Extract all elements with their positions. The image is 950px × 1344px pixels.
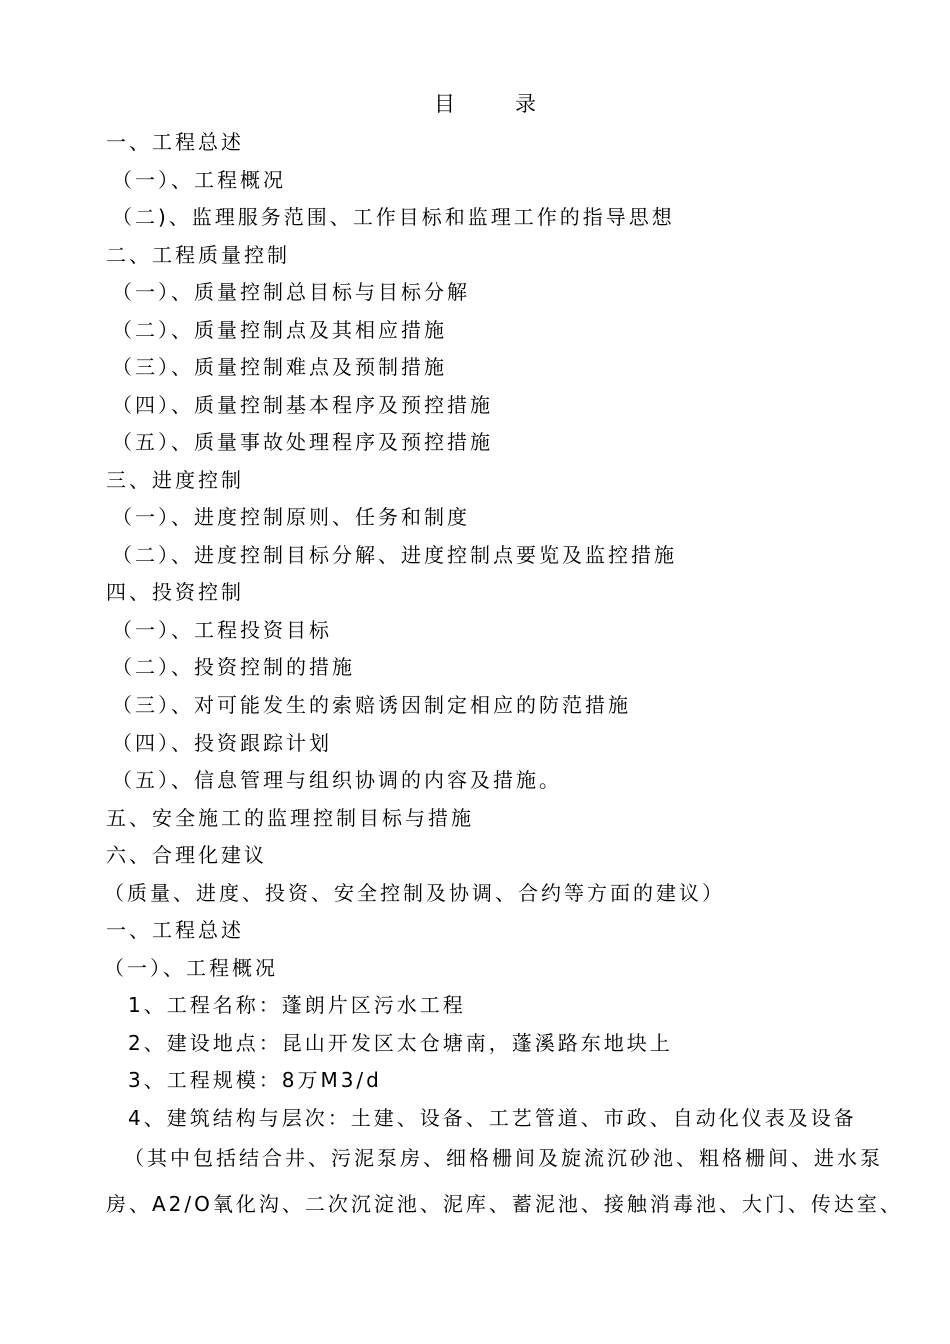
toc-entry: （一）、工程概况 — [112, 168, 286, 192]
title-char-right: 录 — [515, 92, 536, 116]
toc-entry: （质量、进度、投资、安全控制及协调、合约等方面的建议） — [104, 881, 725, 905]
toc-entry: （五）、信息管理与组织协调的内容及措施。 — [112, 768, 562, 792]
page-title — [0, 88, 950, 120]
title-char-left: 目 — [434, 92, 455, 116]
body-paragraph: 房、A2/O氧化沟、二次沉淀池、泥库、蓄泥池、接触消毒池、大门、传达室、 — [106, 1192, 903, 1216]
toc-entry: （二）、进度控制目标分解、进度控制点要览及监控措施 — [112, 543, 677, 567]
toc-entry: 四、投资控制 — [106, 580, 244, 604]
toc-entry: （二）、质量控制点及其相应措施 — [112, 318, 447, 342]
body-paragraph: 2、建设地点：昆山开发区太仓塘南，蓬溪路东地块上 — [128, 1031, 673, 1055]
toc-entry: 六、合理化建议 — [106, 843, 267, 867]
body-paragraph: 4、建筑结构与层次：土建、设备、工艺管道、市政、自动化仪表及设备 — [128, 1106, 857, 1130]
toc-entry: （四）、投资跟踪计划 — [112, 731, 332, 755]
toc-entry: （五）、质量事故处理程序及预控措施 — [112, 430, 493, 454]
toc-entry: （三）、质量控制难点及预制措施 — [112, 355, 447, 379]
toc-entry: （一）、工程投资目标 — [112, 618, 332, 642]
body-paragraph: （其中包括结合井、污泥泵房、细格栅间及旋流沉砂池、粗格栅间、进水泵 — [124, 1146, 883, 1170]
toc-entry: 一、工程总述 — [106, 130, 244, 154]
toc-entry: （一）、质量控制总目标与目标分解 — [112, 280, 470, 304]
toc-entry: （四）、质量控制基本程序及预控措施 — [112, 393, 493, 417]
toc-entry: （一）、进度控制原则、任务和制度 — [112, 505, 470, 529]
toc-entry: （三）、对可能发生的索赔诱因制定相应的防范措施 — [112, 693, 631, 717]
subsection-heading: （一）、工程概况 — [104, 956, 278, 980]
toc-entry: （二)、监理服务范围、工作目标和监理工作的指导思想 — [112, 205, 675, 229]
toc-entry: 二、工程质量控制 — [106, 243, 290, 267]
body-paragraph: 3、工程规模：8万M3/d — [128, 1068, 382, 1092]
section-heading: 一、工程总述 — [106, 918, 244, 942]
toc-entry: （二）、投资控制的措施 — [112, 655, 355, 679]
toc-entry: 五、安全施工的监理控制目标与措施 — [106, 806, 474, 830]
toc-entry: 三、进度控制 — [106, 468, 244, 492]
body-paragraph: 1、工程名称：蓬朗片区污水工程 — [128, 993, 466, 1017]
